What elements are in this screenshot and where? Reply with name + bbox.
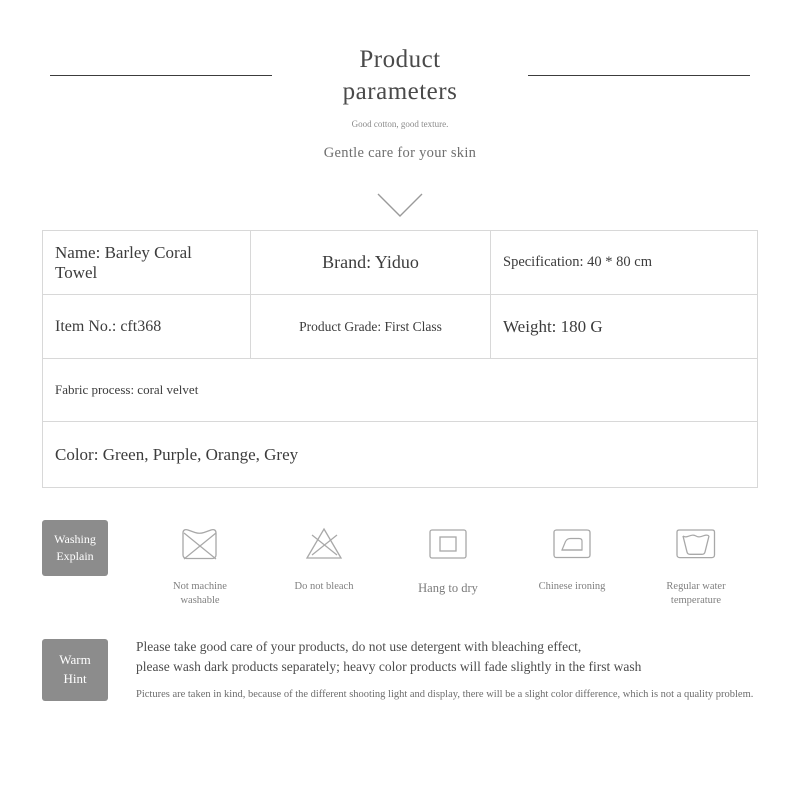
table-cell-brand	[251, 231, 491, 294]
fabric-process-value: Fabric process: coral velvet	[55, 382, 199, 397]
table-cell-fabric	[43, 359, 757, 421]
care-item	[262, 514, 386, 607]
warm-hint-badge	[42, 639, 108, 701]
product-name-value: Name: Barley Coral Towel	[55, 242, 192, 282]
warm-hint-main-line1: Please take good care of your products, do not use detergent with bleaching effect,	[136, 639, 582, 655]
care-item-label: Chinese ironing	[538, 581, 606, 592]
no-machine-wash-icon	[138, 514, 262, 574]
warm-hint-badge-line1: Warm	[59, 652, 91, 668]
iron-icon	[510, 514, 634, 574]
item-no-value: Item No.: cft368	[55, 317, 162, 335]
warm-hint-sub: Pictures are taken in kind, because of the different shooting light and display, there will be a slight color difference, which is not a quality problem.	[136, 689, 754, 701]
product-parameters-table	[42, 230, 758, 488]
page-header	[0, 0, 800, 230]
washing-instructions-section	[42, 514, 758, 607]
care-item	[386, 514, 510, 607]
weight-value: Weight: 180 G	[503, 316, 603, 336]
care-item-label: Regular water temperature	[666, 581, 726, 606]
warm-hint-badge-line2: Hint	[63, 671, 87, 687]
warm-hint-section	[42, 637, 758, 703]
product-grade-value: Product Grade: First Class	[299, 318, 442, 334]
washing-explain-badge	[42, 520, 108, 576]
page-title-line1: Product	[359, 46, 441, 73]
table-cell-item-no	[43, 295, 251, 358]
header-small-note-text: Good cotton, good texture.	[351, 119, 449, 129]
care-item-label: Not machine washable	[173, 581, 227, 606]
brand-value: Brand: Yiduo	[322, 252, 419, 272]
table-row	[43, 422, 757, 487]
warm-hint-main-line2: please wash dark products separately; heavy color products will fade slightly in the first wash	[136, 658, 642, 674]
table-row	[43, 295, 757, 359]
care-item-label: Do not bleach	[294, 581, 354, 592]
washing-explain-badge-line2: Explain	[56, 549, 94, 563]
table-cell-weight	[491, 295, 757, 358]
table-cell-name	[43, 231, 251, 294]
care-item	[138, 514, 262, 607]
table-cell-color	[43, 422, 757, 487]
header-subtitle: Gentle care for your skin	[323, 145, 477, 161]
table-cell-grade	[251, 295, 491, 358]
color-value: Color: Green, Purple, Orange, Grey	[55, 444, 299, 464]
page-title-line2: parameters	[342, 78, 458, 105]
water-temperature-icon	[634, 514, 758, 574]
care-item	[634, 514, 758, 607]
page-title	[0, 44, 800, 108]
care-icon-list	[138, 514, 758, 607]
care-item-label: Hang to dry	[418, 581, 478, 595]
header-small-note	[0, 118, 800, 130]
warm-hint-text	[136, 637, 758, 703]
table-row	[43, 359, 757, 422]
washing-explain-badge-line1: Washing	[54, 531, 96, 546]
hang-to-dry-icon	[386, 514, 510, 574]
care-item	[510, 514, 634, 607]
table-cell-specification	[491, 231, 757, 294]
specification-value: Specification: 40 * 80 cm	[503, 254, 652, 270]
do-not-bleach-icon	[262, 514, 386, 574]
table-row	[43, 231, 757, 295]
chevron-down-icon	[0, 192, 800, 225]
